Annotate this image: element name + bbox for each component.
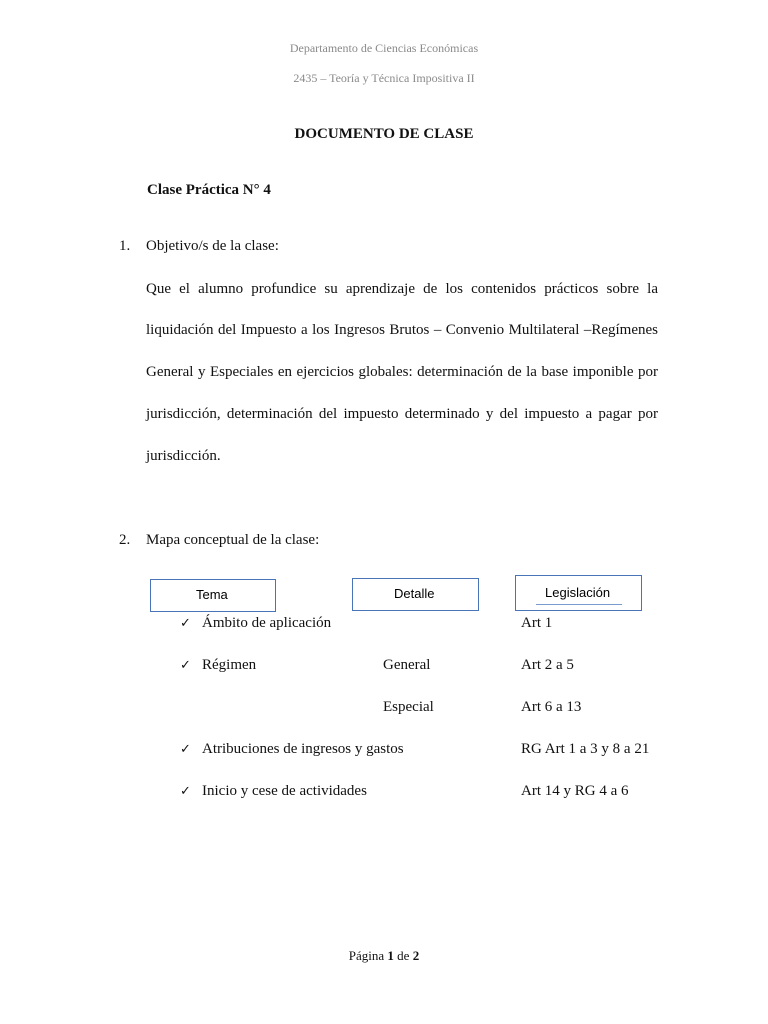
footer-page-word: Página: [348, 948, 385, 963]
row-1-tema: Ámbito de aplicación: [202, 615, 332, 631]
check-icon: ✓: [180, 616, 191, 631]
row-4-legislacion: RG Art 1 a 3 y 8 a 21: [521, 741, 650, 757]
course-header: 2435 – Teoría y Técnica Impositiva II: [293, 71, 475, 85]
section-2-title: Mapa conceptual de la clase:: [146, 532, 320, 548]
objective-line-4: jurisdicción, determinación del impuesto determinado y del impuesto a pagar por: [146, 406, 658, 422]
footer-of-word: de: [397, 948, 410, 963]
footer-current-page: 1: [387, 948, 394, 963]
row-2-detalle: General: [383, 657, 431, 673]
row-1-legislacion: Art 1: [521, 615, 553, 631]
detalle-header-box: [352, 578, 479, 611]
check-icon: ✓: [180, 784, 191, 799]
row-3-legislacion: Art 6 a 13: [521, 699, 582, 715]
row-2-tema: Régimen: [202, 657, 257, 673]
section-1-title: Objetivo/s de la clase:: [146, 238, 279, 254]
document-title: DOCUMENTO DE CLASE: [294, 126, 474, 142]
check-icon: ✓: [180, 658, 191, 673]
objective-line-3: General y Especiales en ejercicios globales: determinación de la base imponible por: [146, 364, 658, 380]
row-3-detalle: Especial: [383, 699, 434, 715]
objective-line-5: jurisdicción.: [146, 448, 221, 464]
department-header: Departamento de Ciencias Económicas: [289, 41, 479, 55]
footer-total-pages: 2: [412, 948, 420, 963]
legislacion-underline: [536, 604, 622, 605]
check-icon: ✓: [180, 742, 191, 757]
tema-header-label: Tema: [196, 587, 228, 602]
row-5-legislacion: Art 14 y RG 4 a 6: [521, 783, 629, 799]
legislacion-header-box: [515, 575, 642, 611]
section-1-number: 1.: [119, 238, 131, 254]
row-4-tema: Atribuciones de ingresos y gastos: [202, 741, 404, 757]
tema-header-box: [150, 579, 276, 612]
detalle-header-label: Detalle: [394, 586, 435, 601]
class-title: Clase Práctica N° 4: [147, 182, 271, 198]
page-footer: [0, 948, 768, 964]
legislacion-header-label: Legislación: [545, 585, 611, 600]
objective-line-1: Que el alumno profundice su aprendizaje de los contenidos prácticos sobre la: [146, 281, 658, 297]
section-2-number: 2.: [119, 532, 131, 548]
row-2-legislacion: Art 2 a 5: [521, 657, 574, 673]
objective-line-2: liquidación del Impuesto a los Ingresos Brutos – Convenio Multilateral –Regímenes: [146, 322, 658, 338]
row-5-tema: Inicio y cese de actividades: [202, 783, 367, 799]
